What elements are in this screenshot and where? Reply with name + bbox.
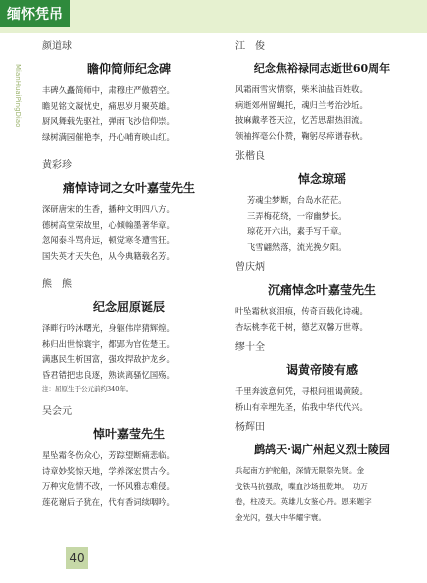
right-column xyxy=(235,38,409,525)
poem-line: 叶坠霜秋哀泪痕，传奇百载化诗魂。 xyxy=(235,306,368,316)
poem-line: 卷，柱凌天。英雄儿女鉴心丹。恩来题字 xyxy=(235,497,372,506)
poem-line: 泽畔行吟沐曙光，身躯伟岸猜辉煌。 xyxy=(42,323,175,333)
poem-line: 莲花谢后子犹在，代有香词续咽吟。 xyxy=(42,496,175,507)
poem-line: 病逝郊州留蝇托，魂归兰考治沙坵。 xyxy=(235,99,368,110)
poem-block xyxy=(42,157,216,264)
poem-title: 沉痛悼念叶嘉莹先生 xyxy=(267,283,376,297)
section-title: 缅怀凭吊 xyxy=(0,0,70,27)
poem-author: 吴会元 xyxy=(42,406,72,417)
side-label-text: MianHuaiPingDiao xyxy=(14,64,22,128)
poem-line: 风霜雨雪灾情察，柴米油盐百姓收。 xyxy=(235,84,368,94)
poem-title: 瞻仰简师纪念碑 xyxy=(86,62,171,76)
poem-line: 忽闻泰斗骂舟远，顿觉寒冬遭雪狂。 xyxy=(42,235,175,245)
poem-title: 纪念屈原诞辰 xyxy=(92,300,165,314)
poem-author: 杨辉田 xyxy=(235,422,265,433)
poem-line: 芳魂尘梦断，台岛水茫茫。 xyxy=(247,195,347,205)
poem-block xyxy=(42,276,216,395)
left-column xyxy=(42,38,216,510)
poem-title: 纪念焦裕禄同志逝世60周年 xyxy=(253,62,391,75)
poem-author: 曾庆炳 xyxy=(235,262,265,273)
poem-title: 悼念琼瑶 xyxy=(297,172,346,186)
poem-block xyxy=(42,38,216,145)
poem-block xyxy=(42,403,216,510)
poem-line: 千里奔波意何凭，寻根问祖谒黄陵。 xyxy=(235,386,368,396)
poem-line: 三弄梅花绕，一帘幽梦长。 xyxy=(247,210,347,221)
poem-author: 黄彩珍 xyxy=(42,160,72,171)
poem-title: 悼叶嘉莹先生 xyxy=(92,427,165,441)
poem-line: 兵起南方护舵船，深情无限祭先贤。金 xyxy=(235,466,365,475)
poem-line: 披麻戴孝苍天泣，忆苦思甜热泪流。 xyxy=(235,115,368,125)
poem-line: 星坠霜冬伤众心，芳踪望断痛悲临。 xyxy=(42,450,175,460)
poem-line: 诗章妙奖惊天地，学养深宏贯古今。 xyxy=(42,465,175,476)
poem-line: 满惠民生析国富，强攻捍敌护龙乡。 xyxy=(42,354,175,364)
poem-line: 杏坛桃李花千树，德艺双馨万世尊。 xyxy=(235,321,368,332)
poem-line: 秭归出世惊寰宇，都郢为官佐楚王。 xyxy=(42,338,175,349)
poem-line: 飞雪翩然落，流光挽夕阳。 xyxy=(247,241,347,252)
poem-line: 领袖挥毫公仆赞，鞠躬尽瘁谱春秋。 xyxy=(235,130,368,141)
poem-author: 熊 熊 xyxy=(42,279,72,290)
page-number: 40 xyxy=(66,547,88,569)
poem-block xyxy=(235,259,409,335)
poem-line: 桥山有幸埋先圣，佑我中华代代兴。 xyxy=(235,401,368,412)
poem-line: 金光闪，强大中华耀宇寰。 xyxy=(235,512,327,522)
poem-line: 德树高堂荣故里，心倾翰墨著华章。 xyxy=(42,219,175,230)
poem-line: 丰碑久矗简师中，肃穆庄严傲碧空。 xyxy=(42,85,175,95)
poem-note: 注：屈原生于公元前约340年。 xyxy=(42,385,133,393)
poem-line: 国失英才天失色，从今典籍载名芳。 xyxy=(42,250,175,261)
poem-line: 深研唐宋的生香，播种文明四八方。 xyxy=(42,204,175,214)
poem-line: 绿树满园催艳李，丹心哺育映山红。 xyxy=(42,131,175,142)
poem-title: 痛悼诗词之女叶嘉莹先生 xyxy=(62,181,195,195)
poem-author: 江 俊 xyxy=(235,41,265,52)
poem-line: 琼花开六出，素手写千章。 xyxy=(247,226,347,236)
poem-block xyxy=(235,148,409,255)
poem-line: 戈铁马抗强敌，喋血沙场扭乾坤。 功万 xyxy=(235,481,368,491)
poem-line: 厨风舞载先驱社，弹雨飞沙信仰崇。 xyxy=(42,116,175,126)
poem-title: 鹧鸪天·谒广州起义烈士陵园 xyxy=(254,443,390,456)
poem-author: 缪十全 xyxy=(235,342,265,353)
poem-author: 张楷良 xyxy=(235,151,265,162)
poem-line: 瞻见铭文凝忧史，痛思岁月聚英雄。 xyxy=(42,100,175,111)
poem-title: 谒黄帝陵有感 xyxy=(285,363,358,377)
poem-block xyxy=(235,339,409,415)
poem-author: 颜道球 xyxy=(42,41,72,52)
poem-block xyxy=(235,419,409,525)
poem-block xyxy=(235,38,409,144)
side-label xyxy=(8,64,22,200)
poem-line: 万种灾危情不改，一怀风雅志难侵。 xyxy=(42,481,175,491)
poem-line: 昏君错把忠良逐，熟读离骚忆国殇。 xyxy=(42,369,175,380)
